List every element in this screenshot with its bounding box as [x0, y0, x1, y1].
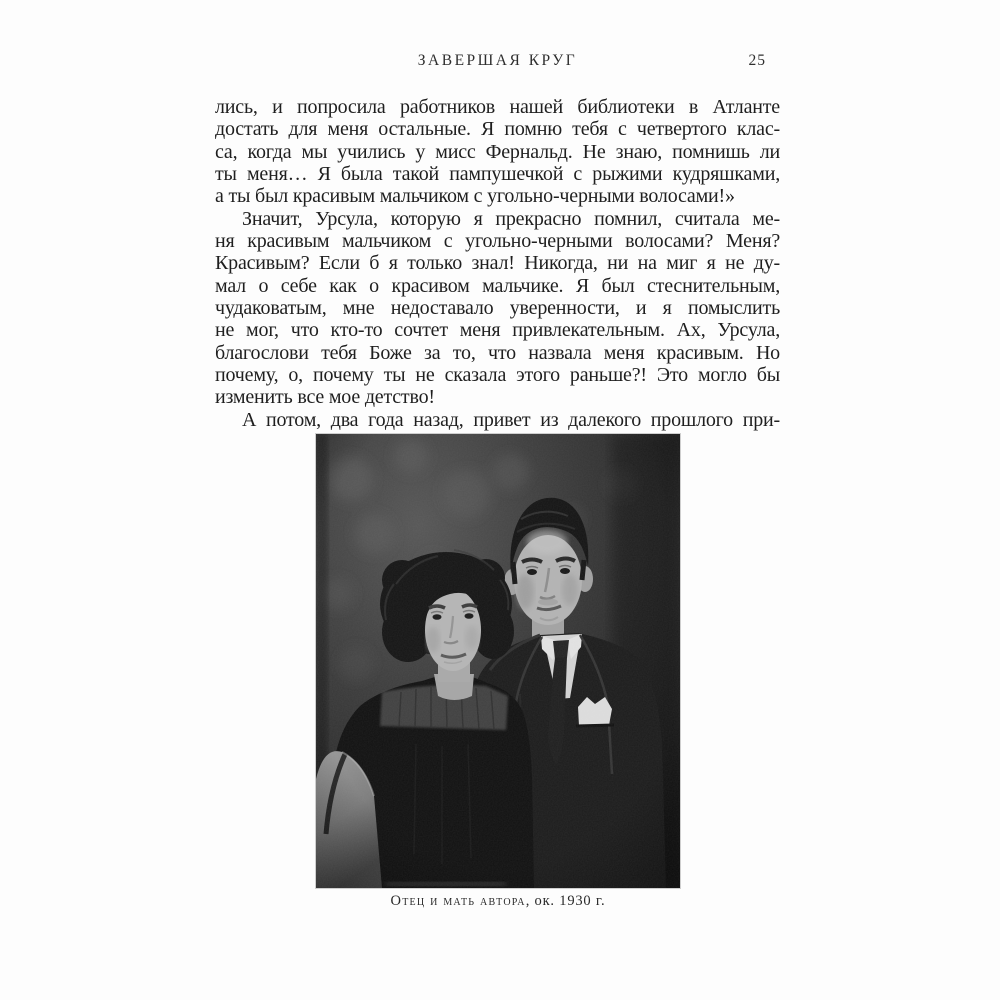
text-line: А потом, два года назад, привет из далекого прошлого при-	[242, 408, 780, 431]
text-line: ты меня… Я была такой пампушечкой с рыжими кудряшками,	[215, 163, 780, 186]
text-line: не мог, что кто-то сочтет меня привлекательным. Ах, Урсула,	[215, 319, 780, 342]
text-line: Значит, Урсула, которую я прекрасно помнил, считала ме-	[242, 207, 780, 230]
text-line: мал о себе как о красивом мальчике. Я был стеснительным,	[215, 274, 780, 297]
text-line: достать для меня остальные. Я помню тебя с четвертого клас-	[215, 118, 780, 141]
photo-caption-date: , ок. 1930 г.	[525, 893, 606, 909]
text-line: са, когда мы учились у мисс Фернальд. Не знаю, помнишь ли	[215, 140, 780, 163]
body-text	[215, 96, 780, 431]
text-line: а ты был красивым мальчиком с угольно-черными волосами!»	[215, 185, 735, 208]
photo-caption-title: Отец и мать автора	[390, 893, 526, 909]
text-line: почему, о, почему ты не сказала этого раньше?! Это могло бы	[215, 364, 780, 387]
text-line: чудаковатым, мне недоставало уверенности, и я помыслить	[215, 297, 780, 320]
text-line: лись, и попросила работников нашей библиотеки в Атланте	[215, 96, 780, 118]
text-line: благослови тебя Боже за то, что назвала меня красивым. Но	[215, 341, 780, 364]
text-line: изменить все мое детство!	[215, 386, 435, 409]
photo-caption	[296, 893, 700, 910]
text-line: Красивым? Если б я только знал! Никогда, ни на миг я не ду-	[215, 252, 780, 275]
portrait-photo-illustration	[316, 434, 680, 888]
page-number: 25	[748, 52, 766, 69]
portrait-photo	[316, 434, 680, 888]
text-line: ня красивым мальчиком с угольно-черными волосами? Меня?	[215, 230, 780, 253]
running-head	[215, 52, 780, 72]
chapter-running-title: ЗАВЕРШАЯ КРУГ	[417, 52, 578, 69]
